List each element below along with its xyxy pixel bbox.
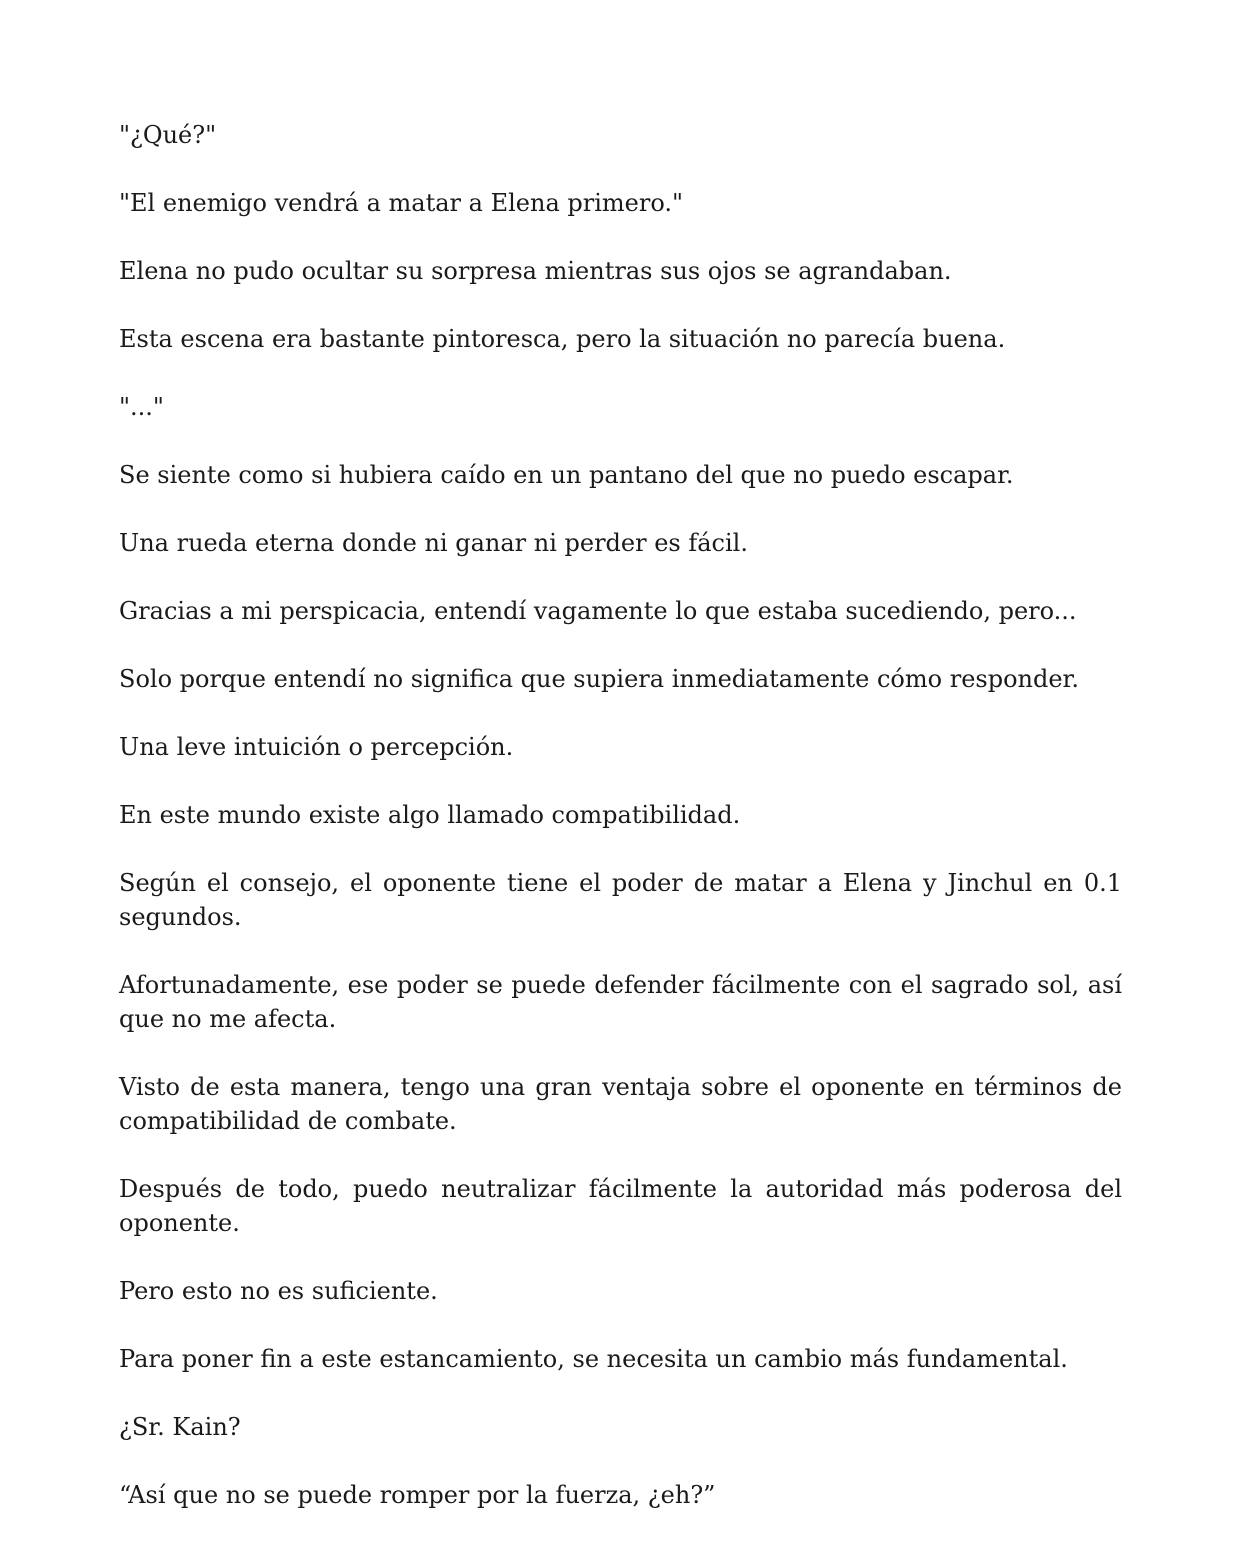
paragraph: "El enemigo vendrá a matar a Elena primero." (119, 189, 684, 217)
paragraph: Pero esto no es suficiente. (119, 1277, 438, 1305)
document-body (119, 118, 1122, 1546)
paragraph: Gracias a mi perspicacia, entendí vagamente lo que estaba sucediendo, pero... (119, 597, 1077, 625)
paragraph: Una rueda eterna donde ni ganar ni perder es fácil. (119, 529, 748, 557)
paragraph: Para poner fin a este estancamiento, se necesita un cambio más fundamental. (119, 1345, 1068, 1373)
paragraph: En este mundo existe algo llamado compatibilidad. (119, 801, 741, 829)
paragraph: “Así que no se puede romper por la fuerza, ¿eh?” (119, 1481, 716, 1509)
paragraph: Después de todo, puedo neutralizar fácilmente la autoridad más poderosa del oponente. (119, 1175, 1122, 1237)
paragraph: "¿Qué?" (119, 121, 217, 149)
paragraph: Visto de esta manera, tengo una gran ventaja sobre el oponente en términos de compatibilidad de combate. (119, 1073, 1122, 1135)
paragraph: Según el consejo, el oponente tiene el poder de matar a Elena y Jinchul en 0.1 segundos. (119, 869, 1122, 931)
paragraph: Solo porque entendí no significa que supiera inmediatamente cómo responder. (119, 665, 1080, 693)
paragraph: ¿Sr. Kain? (119, 1413, 241, 1441)
paragraph: Esta escena era bastante pintoresca, pero la situación no parecía buena. (119, 325, 1006, 353)
paragraph: Elena no pudo ocultar su sorpresa mientras sus ojos se agrandaban. (119, 257, 952, 285)
paragraph: Se siente como si hubiera caído en un pantano del que no puedo escapar. (119, 461, 1014, 489)
paragraph: Una leve intuición o percepción. (119, 733, 514, 761)
paragraph: Afortunadamente, ese poder se puede defender fácilmente con el sagrado sol, así que no me afecta. (119, 971, 1122, 1033)
paragraph: "..." (119, 393, 164, 421)
